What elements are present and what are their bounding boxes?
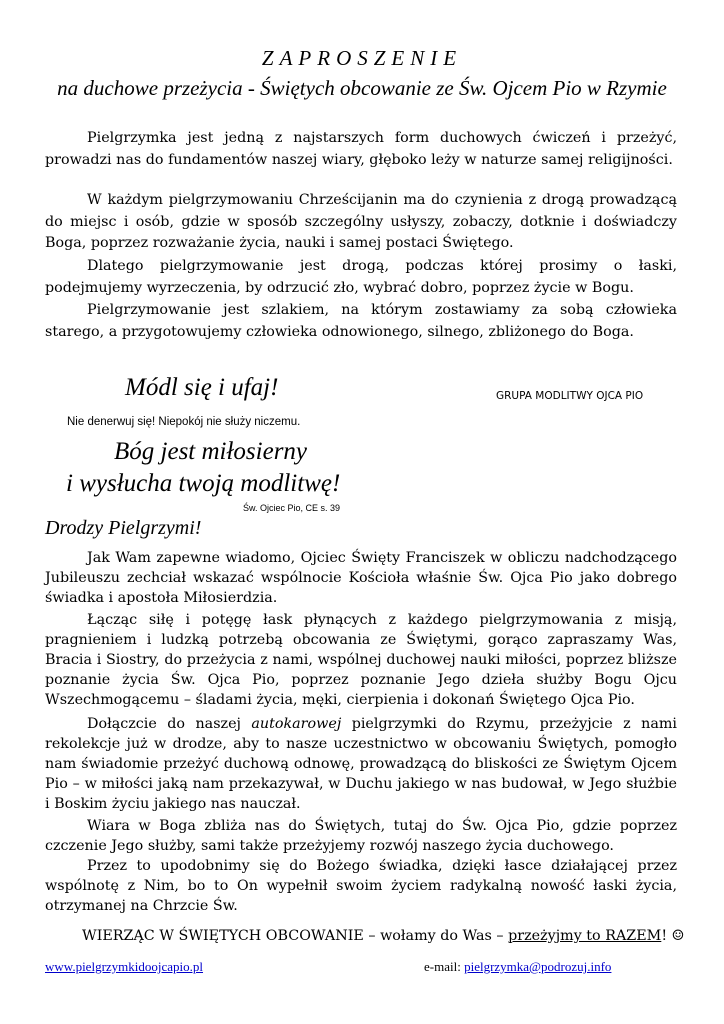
motto-end: ! ☺ [661, 928, 685, 944]
prayer-line-4: i wysłucha twoją modlitwę! [66, 470, 341, 497]
intro-paragraph-2: W każdym pielgrzymowaniu Chrześcijanin ma do czynienia z drogą prowadzącą do miejsc i osób, gdzie w sposób szczególny usłyszy, zobaczy, dotknie i doświadczy Boga, poprzez rozważanie życia, nauki i samej postaci Świętego. [45, 192, 677, 251]
intro-paragraph-1: Pielgrzymka jest jedną z najstarszych form duchowych ćwiczeń i przeżyć, prowadzi nas do fundamentów naszej wiary, głęboko leży w naturze samej religijności. [45, 130, 677, 168]
page-subtitle: na duchowe przeżycia - Świętych obcowanie ze Św. Ojcem Pio w Rzymie [57, 76, 667, 100]
letter-paragraph-3-start: Dołączcie do naszej [87, 716, 252, 732]
footer-website [45, 959, 203, 975]
prayer-line-1: Módl się i ufaj! [125, 374, 279, 401]
letter-paragraph-3-emphasis: autokarowej [251, 716, 342, 732]
letter-paragraph-3 [45, 714, 677, 814]
footer-email [424, 959, 611, 975]
letter-paragraph-3-rest: pielgrzymki do Rzymu, przeżyjcie z nami rekolekcje już w drodze, aby to nasze uczestnictwo w obcowaniu Świętych, pomogło nam świadomie przeżyć duchową odnowę, prowadzącą do bliskości ze Świętym Ojcem Pio – w miłości jaką nam przekazywał, w Duchu jakiego w nas budował, w Jego służbie i Boskim życiu jakiego nas nauczał. [45, 716, 677, 812]
email-label: e-mail: [424, 959, 465, 974]
intro-paragraph-3: Dlatego pielgrzymowanie jest drogą, podczas której prosimy o łaski, podejmujemy wyrzeczenia, by odrzucić zło, wybrać dobro, poprzez życie w Bogu. [45, 258, 677, 296]
motto-text: WIERZĄC W ŚWIĘTYCH OBCOWANIE – wołamy do Was – [82, 928, 509, 944]
letter-paragraph-1: Jak Wam zapewne wiadomo, Ojciec Święty Franciszek w obliczu nadchodzącego Jubileuszu zechciał wskazać wspólnocie Kościoła właśnie Św. Ojca Pio jako dobrego świadka i apostoła Miłosierdzia. [45, 550, 677, 606]
prayer-group-label: GRUPA MODLITWY OJCA PIO [496, 390, 644, 402]
letter-paragraph-5: Przez to upodobnimy się do Bożego świadka, dzięki łasce działającej przez wspólnotę z Nim, bo to On wypełnił swoim życiem radykalną nowość łaski życia, otrzymanej na Chrzcie Św. [45, 858, 677, 914]
prayer-citation: Św. Ojciec Pio, CE s. 39 [243, 503, 341, 513]
motto-underlined: przeżyjmy to RAZEM [508, 928, 662, 944]
email-link[interactable]: pielgrzymka@podrozuj.info [464, 959, 612, 974]
motto-line [82, 928, 684, 944]
website-link[interactable]: www.pielgrzymkidoojcapio.pl [45, 959, 204, 974]
letter-greeting: Drodzy Pielgrzymi! [45, 517, 202, 539]
prayer-line-3: Bóg jest miłosierny [114, 438, 308, 465]
page-title: ZAPROSZENIE [261, 46, 463, 70]
intro-paragraph-4: Pielgrzymowanie jest szlakiem, na którym zostawiamy za sobą człowieka starego, a przygotowujemy człowieka odnowionego, silnego, zbliżonego do Boga. [45, 302, 677, 340]
letter-paragraph-4: Wiara w Boga zbliża nas do Świętych, tutaj do Św. Ojca Pio, gdzie poprzez czczenie Jego służby, sami także przeżyjemy rozwój naszego życia duchowego. [45, 818, 677, 854]
prayer-line-2: Nie denerwuj się! Niepokój nie służy niczemu. [67, 416, 301, 428]
letter-paragraph-2: Łącząc siłę i potęgę łask płynących z każdego pielgrzymowania z misją, pragnieniem i ludzką potrzebą obcowania ze Świętymi, gorąco zapraszamy Was, Bracia i Siostry, do przeżycia z nami, wspólnej duchowej nauki miłości, poprzez bliższe poznanie życia Św. Ojca Pio, poprzez poznanie Jego dzieła służby Bogu Ojcu Wszechmogącemu – śladami życia, męki, cierpienia i dokonań Świętego Ojca Pio. [45, 612, 677, 708]
